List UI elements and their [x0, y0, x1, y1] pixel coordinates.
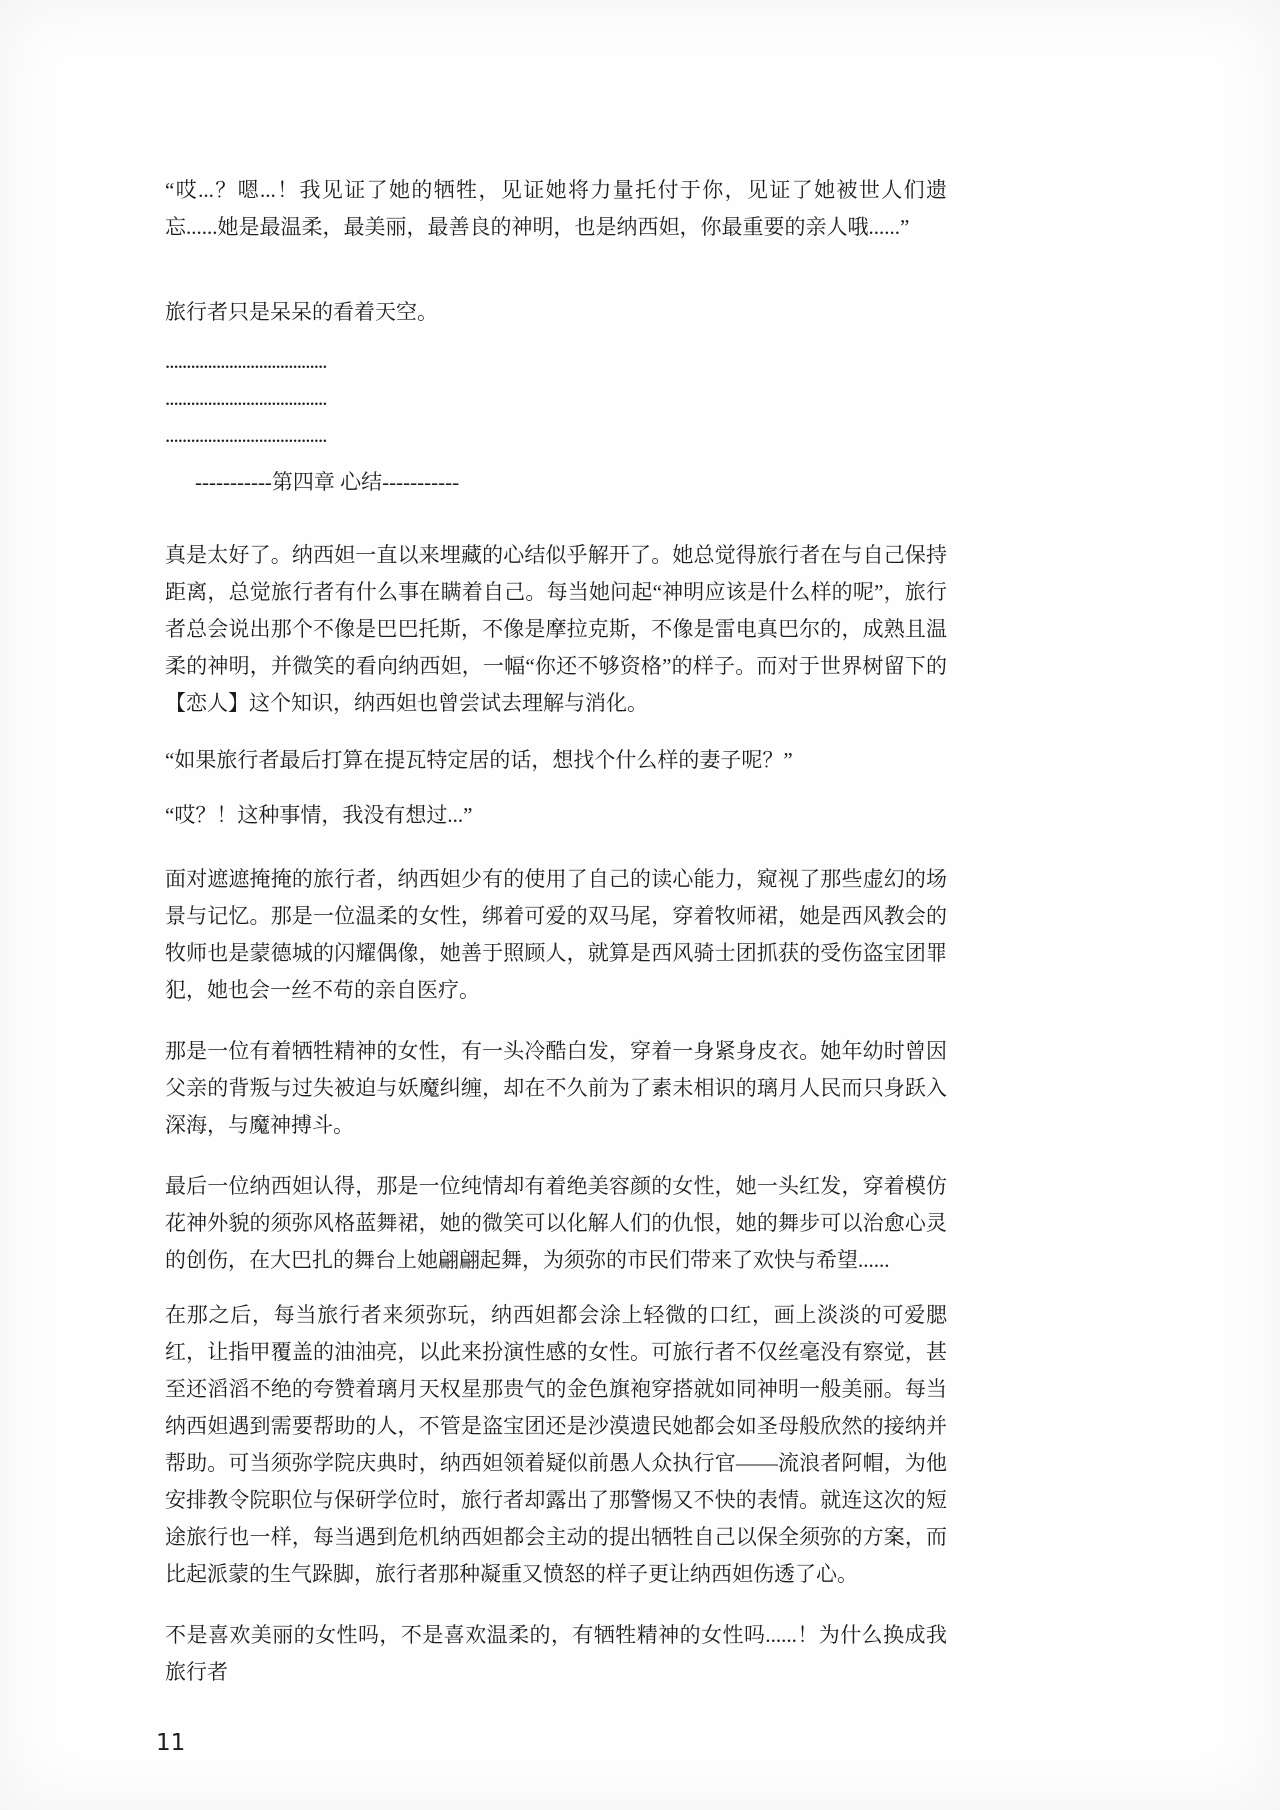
novel-paragraph: 最后一位纳西妲认得，那是一位纯情却有着绝美容颜的女性，她一头红发，穿着模仿花神外貌的须弥风格蓝舞裙，她的微笑可以化解人们的仇恨，她的舞步可以治愈心灵的创伤，在大巴扎的舞台上她翩翩起舞，为须弥的市民们带来了欢快与希望......: [165, 1174, 947, 1272]
ellipsis-line: ......................................: [165, 386, 327, 410]
page-text-column: [165, 172, 947, 1691]
dialogue-line: “哎...？嗯...！我见证了她的牺牲，见证她将力量托付于你，见证了她被世人们遗忘......她是最温柔，最美丽，最善良的神明，也是纳西妲，你最重要的亲人哦......”: [165, 178, 947, 239]
page-number: 11: [156, 1730, 186, 1756]
dialogue-line: “如果旅行者最后打算在提瓦特定居的话，想找个什么样的妻子呢？”: [165, 748, 793, 772]
ellipsis-line: ......................................: [165, 349, 327, 373]
chapter-heading: -----------第四章 心结-----------: [195, 470, 460, 494]
ellipsis-line: ......................................: [165, 423, 327, 447]
novel-paragraph: 真是太好了。纳西妲一直以来埋藏的心结似乎解开了。她总觉得旅行者在与自己保持距离，总觉旅行者有什么事在瞒着自己。每当她问起“神明应该是什么样的呢”，旅行者总会说出那个不像是巴巴托斯，不像是摩拉克斯，不像是雷电真巴尔的，成熟且温柔的神明，并微笑的看向纳西妲，一幅“你还不够资格”的样子。而对于世界树留下的【恋人】这个知识，纳西妲也曾尝试去理解与消化。: [165, 543, 947, 715]
novel-paragraph: 在那之后，每当旅行者来须弥玩，纳西妲都会涂上轻微的口红，画上淡淡的可爱腮红，让指甲覆盖的油油亮，以此来扮演性感的女性。可旅行者不仅丝毫没有察觉，甚至还滔滔不绝的夸赞着璃月天权星那贵气的金色旗袍穿搭就如同神明一般美丽。每当纳西妲遇到需要帮助的人，不管是盗宝团还是沙漠遗民她都会如圣母般欣然的接纳并帮助。可当须弥学院庆典时，纳西妲领着疑似前愚人众执行官——流浪者阿帽，为他安排教令院职位与保研学位时，旅行者却露出了那警惕又不快的表情。就连这次的短途旅行也一样，每当遇到危机纳西妲都会主动的提出牺牲自己以保全须弥的方案，而比起派蒙的生气跺脚，旅行者那种凝重又愤怒的样子更让纳西妲伤透了心。: [165, 1303, 947, 1586]
dialogue-line: “哎？！这种事情，我没有想过...”: [165, 803, 473, 827]
novel-paragraph: 不是喜欢美丽的女性吗，不是喜欢温柔的，有牺牲精神的女性吗......！为什么换成我旅行者: [165, 1623, 947, 1684]
novel-paragraph: 旅行者只是呆呆的看着天空。: [165, 300, 438, 324]
novel-paragraph: 那是一位有着牺牲精神的女性，有一头冷酷白发，穿着一身紧身皮衣。她年幼时曾因父亲的背叛与过失被迫与妖魔纠缠，却在不久前为了素未相识的璃月人民而只身跃入深海，与魔神搏斗。: [165, 1039, 947, 1137]
novel-paragraph: 面对遮遮掩掩的旅行者，纳西妲少有的使用了自己的读心能力，窥视了那些虚幻的场景与记忆。那是一位温柔的女性，绑着可爱的双马尾，穿着牧师裙，她是西风教会的牧师也是蒙德城的闪耀偶像，她善于照顾人，就算是西风骑士团抓获的受伤盗宝团罪犯，她也会一丝不苟的亲自医疗。: [165, 867, 947, 1002]
